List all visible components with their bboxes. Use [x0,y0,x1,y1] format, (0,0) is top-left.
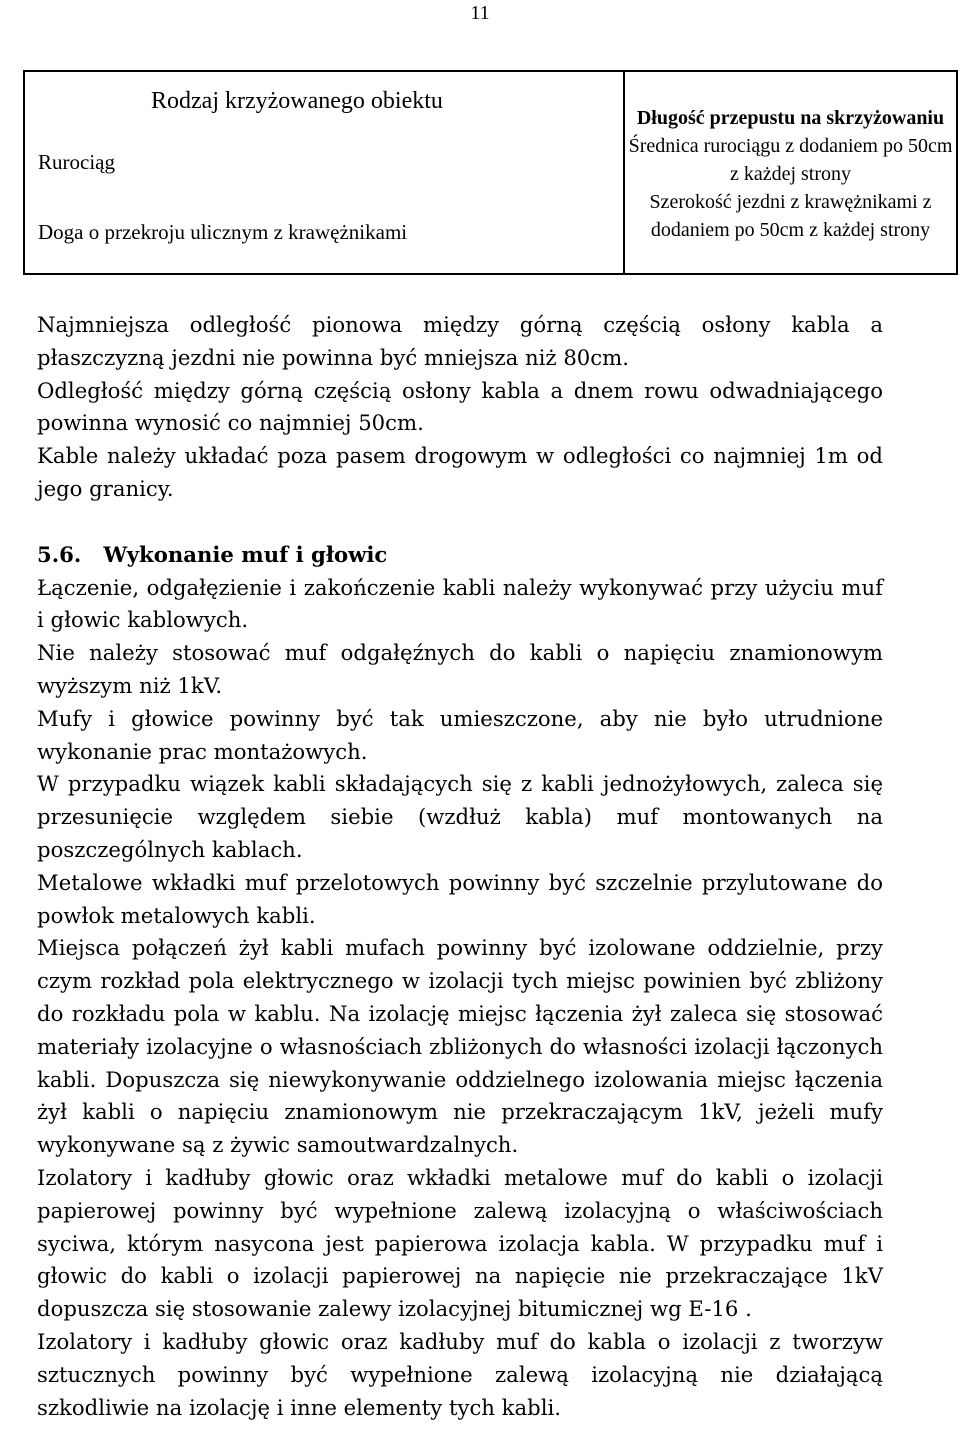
paragraph: Izolatory i kadłuby głowic oraz wkładki metalowe muf do kabli o izolacji papierowej powinny być wypełnione zalewą izolacyjną o właściwościach syciwa, którym nasycona jest papierowa izolacja kabla. W przypadku muf i głowic do kabli o izolacji papierowej na napięcie nie przekraczające 1kV dopuszcza się stosowanie zalewy izolacyjnej bitumicznej wg E-16 . [37,1164,883,1322]
paragraph: Nie należy stosować muf odgałęźnych do kabli o napięciu znamionowym wyższym niż 1kV. [37,640,883,698]
paragraph: W przypadku wiązek kabli składających się z kabli jednożyłowych, zaleca się przesunięcie względem siebie (wzdłuż kabla) muf montowanych na poszczególnych kablach. [37,771,883,862]
paragraph: Najmniejsza odległość pionowa między górną częścią osłony kabla a płaszczyzną jezdni nie powinna być mniejsza niż 80cm. [37,312,883,370]
column-header-length: Długość przepustu na skrzyżowaniu [636,106,945,129]
length-cell: Szerokość jezdni z krawężnikami z dodaniem po 50cm z każdej strony [649,190,932,241]
paragraph: Łączenie, odgałęzienie i zakończenie kabli należy wykonywać przy użyciu muf i głowic kablowych. [37,574,883,633]
crossing-table [23,70,958,275]
document-body [37,309,883,1424]
section-title: Wykonanie muf i głowic [103,541,388,567]
paragraph: Odległość między górną częścią osłony kabla a dnem rowu odwadniającego powinna wynosić co najmniej 50cm. [37,377,883,436]
length-column [624,71,957,274]
page-number: 11 [470,2,490,24]
object-type-column [24,71,624,274]
object-cell: Doga o przekroju ulicznym z krawężnikami [38,220,408,244]
paragraph: Miejsca połączeń żył kabli mufach powinny być izolowane oddzielnie, przy czym rozkład pola elektrycznego w izolacji tych miejsc powinien być zbliżony do rozkładu pola w kablu. Na izolację miejsc łączenia żył zaleca się stosować materiały izolacyjne o własnościach zbliżonych do własności izolacji łączonych kabli. Dopuszcza się niewykonywanie oddzielnego izolowania miejsc łączenia żył kabli o napięciu znamionowym nie przekraczającym 1kV, jeżeli mufy wykonywane są z żywic samoutwardzalnych. [37,935,883,1158]
paragraph: Izolatory i kadłuby głowic oraz kadłuby muf do kabla o izolacji z tworzyw sztucznych powinny być wypełnione zalewą izolacyjną nie działającą szkodliwie na izolację i inne elementy tych kabli. [37,1328,883,1420]
length-cell: Średnica rurociągu z dodaniem po 50cm z każdej strony [628,134,953,185]
column-header-object: Rodzaj krzyżowanego obiektu [151,88,443,114]
section-heading [37,539,883,572]
paragraph: Metalowe wkładki muf przelotowych powinny być szczelnie przylutowane do powłok metalowych kabli. [37,869,883,928]
object-cell: Rurociąg [38,150,115,174]
section-number: 5.6. [37,541,82,567]
paragraph: Kable należy układać poza pasem drogowym w odległości co najmniej 1m od jego granicy. [37,443,883,501]
paragraph: Mufy i głowice powinny być tak umieszczone, aby nie było utrudnione wykonanie prac montażowych. [37,705,883,764]
